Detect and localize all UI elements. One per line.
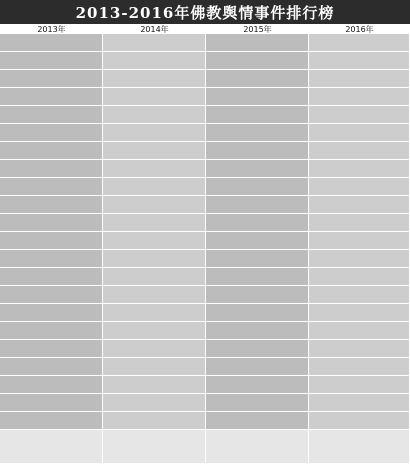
table-cell-2015 <box>206 178 309 196</box>
table-cell-2014 <box>103 304 206 322</box>
table-cell-2015 <box>206 250 309 268</box>
column-header-2014: 2014年 <box>103 25 206 34</box>
table-cell-2014 <box>103 268 206 286</box>
table-cell-2014 <box>103 340 206 358</box>
table-cell-2013 <box>0 160 103 178</box>
table-cell-2013 <box>0 322 103 340</box>
table-cell-2015 <box>206 34 309 52</box>
table-cell-2015 <box>206 430 309 464</box>
table-cell-2015 <box>206 160 309 178</box>
table-cell-2013 <box>0 268 103 286</box>
table-cell-2014 <box>103 214 206 232</box>
table-cell-2016 <box>309 124 410 142</box>
table-cell-2015 <box>206 304 309 322</box>
table-title: 2013-2016年佛教舆情事件排行榜 <box>75 3 335 22</box>
table-cell-2016 <box>309 376 410 394</box>
table-cell-2014 <box>103 88 206 106</box>
table-cell-2013 <box>0 142 103 160</box>
table-cell-2014 <box>103 394 206 412</box>
table-cell-2013 <box>0 394 103 412</box>
table-cell-2014 <box>103 142 206 160</box>
table-cell-2013 <box>0 52 103 70</box>
table-cell-2013 <box>0 196 103 214</box>
ranking-table <box>0 25 410 464</box>
table-cell-2015 <box>206 196 309 214</box>
table-cell-2015 <box>206 412 309 430</box>
table-cell-2014 <box>103 322 206 340</box>
table-cell-2013 <box>0 34 103 52</box>
table-cell-2013 <box>0 88 103 106</box>
column-header-2015: 2015年 <box>206 25 309 34</box>
table-cell-2016 <box>309 394 410 412</box>
table-cell-2014 <box>103 52 206 70</box>
table-cell-2013 <box>0 358 103 376</box>
table-cell-2015 <box>206 286 309 304</box>
table-cell-2015 <box>206 376 309 394</box>
table-cell-2014 <box>103 430 206 464</box>
table-cell-2013 <box>0 214 103 232</box>
table-cell-2016 <box>309 250 410 268</box>
table-cell-2014 <box>103 70 206 88</box>
table-cell-2016 <box>309 286 410 304</box>
table-cell-2014 <box>103 34 206 52</box>
table-cell-2013 <box>0 178 103 196</box>
table-cell-2015 <box>206 88 309 106</box>
table-cell-2013 <box>0 106 103 124</box>
table-cell-2016 <box>309 412 410 430</box>
table-cell-2013 <box>0 304 103 322</box>
table-cell-2015 <box>206 142 309 160</box>
title-bar <box>0 0 410 24</box>
column-header-2013: 2013年 <box>0 25 103 34</box>
table-cell-2016 <box>309 88 410 106</box>
table-cell-2015 <box>206 232 309 250</box>
table-cell-2015 <box>206 268 309 286</box>
table-cell-2014 <box>103 160 206 178</box>
table-cell-2013 <box>0 286 103 304</box>
table-cell-2014 <box>103 358 206 376</box>
table-cell-2013 <box>0 376 103 394</box>
table-cell-2013 <box>0 250 103 268</box>
table-cell-2015 <box>206 106 309 124</box>
table-cell-2016 <box>309 304 410 322</box>
table-cell-2013 <box>0 412 103 430</box>
table-cell-2015 <box>206 124 309 142</box>
table-cell-2013 <box>0 430 103 464</box>
table-cell-2014 <box>103 124 206 142</box>
column-header-2016: 2016年 <box>309 25 410 34</box>
table-cell-2016 <box>309 358 410 376</box>
table-cell-2016 <box>309 70 410 88</box>
table-cell-2014 <box>103 412 206 430</box>
table-cell-2014 <box>103 232 206 250</box>
table-cell-2016 <box>309 178 410 196</box>
table-cell-2015 <box>206 394 309 412</box>
table-cell-2015 <box>206 52 309 70</box>
table-cell-2014 <box>103 178 206 196</box>
table-cell-2016 <box>309 106 410 124</box>
table-cell-2015 <box>206 322 309 340</box>
table-cell-2016 <box>309 340 410 358</box>
table-cell-2016 <box>309 52 410 70</box>
table-cell-2014 <box>103 196 206 214</box>
table-cell-2014 <box>103 106 206 124</box>
table-cell-2016 <box>309 34 410 52</box>
table-cell-2014 <box>103 250 206 268</box>
table-cell-2013 <box>0 340 103 358</box>
table-cell-2016 <box>309 430 410 464</box>
table-cell-2013 <box>0 70 103 88</box>
table-cell-2016 <box>309 232 410 250</box>
table-cell-2016 <box>309 214 410 232</box>
table-cell-2016 <box>309 160 410 178</box>
table-cell-2016 <box>309 196 410 214</box>
table-cell-2016 <box>309 322 410 340</box>
table-cell-2013 <box>0 124 103 142</box>
table-cell-2016 <box>309 142 410 160</box>
table-cell-2015 <box>206 214 309 232</box>
table-cell-2014 <box>103 286 206 304</box>
table-cell-2015 <box>206 70 309 88</box>
table-cell-2015 <box>206 358 309 376</box>
table-cell-2014 <box>103 376 206 394</box>
table-cell-2013 <box>0 232 103 250</box>
table-cell-2015 <box>206 340 309 358</box>
table-cell-2016 <box>309 268 410 286</box>
